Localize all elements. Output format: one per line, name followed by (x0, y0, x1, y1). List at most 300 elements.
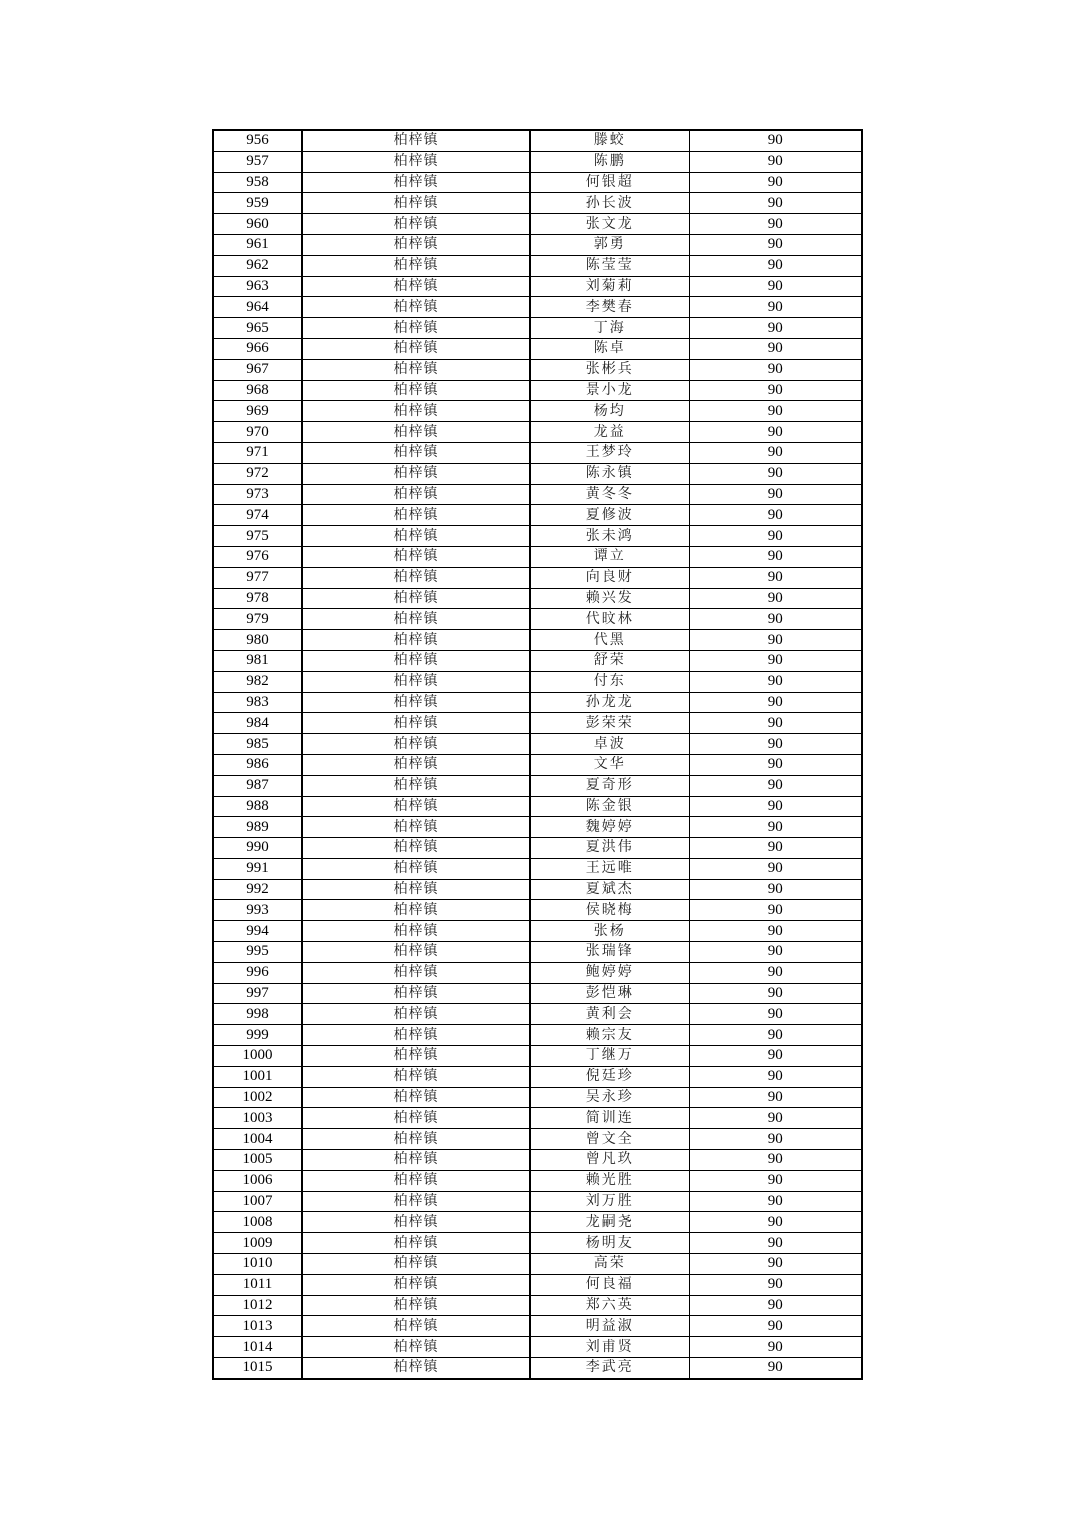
table-row (213, 609, 862, 630)
table-row (213, 921, 862, 942)
table-row (213, 983, 862, 1004)
person-name-cell: 何银超 (530, 172, 689, 193)
score-cell: 90 (689, 276, 862, 297)
table-row (213, 1233, 862, 1254)
score-cell: 90 (689, 318, 862, 339)
person-name-cell: 滕蛟 (530, 130, 689, 151)
town-cell: 柏梓镇 (302, 546, 530, 567)
person-name-cell: 张杨 (530, 921, 689, 942)
row-number-cell: 986 (213, 754, 302, 775)
person-name-cell: 曾凡玖 (530, 1150, 689, 1171)
town-cell: 柏梓镇 (302, 1066, 530, 1087)
row-number-cell: 1003 (213, 1108, 302, 1129)
table-row (213, 505, 862, 526)
table-row (213, 172, 862, 193)
person-name-cell: 杨均 (530, 401, 689, 422)
score-cell: 90 (689, 1254, 862, 1275)
row-number-cell: 987 (213, 775, 302, 796)
person-name-cell: 谭立 (530, 546, 689, 567)
row-number-cell: 962 (213, 255, 302, 276)
table-row (213, 1170, 862, 1191)
person-name-cell: 张未鸿 (530, 526, 689, 547)
row-number-cell: 1012 (213, 1295, 302, 1316)
row-number-cell: 995 (213, 942, 302, 963)
town-cell: 柏梓镇 (302, 734, 530, 755)
row-number-cell: 1004 (213, 1129, 302, 1150)
score-cell: 90 (689, 1316, 862, 1337)
town-cell: 柏梓镇 (302, 1295, 530, 1316)
town-cell: 柏梓镇 (302, 921, 530, 942)
table-row (213, 359, 862, 380)
person-name-cell: 陈永镇 (530, 463, 689, 484)
town-cell: 柏梓镇 (302, 1274, 530, 1295)
person-name-cell: 孙长波 (530, 193, 689, 214)
town-cell: 柏梓镇 (302, 671, 530, 692)
score-cell: 90 (689, 214, 862, 235)
row-number-cell: 996 (213, 962, 302, 983)
person-name-cell: 文华 (530, 754, 689, 775)
table-row (213, 401, 862, 422)
score-cell: 90 (689, 1170, 862, 1191)
town-cell: 柏梓镇 (302, 130, 530, 151)
score-cell: 90 (689, 1108, 862, 1129)
person-name-cell: 丁继万 (530, 1046, 689, 1067)
town-cell: 柏梓镇 (302, 650, 530, 671)
person-name-cell: 夏修波 (530, 505, 689, 526)
row-number-cell: 999 (213, 1025, 302, 1046)
roster-table (212, 129, 863, 1380)
row-number-cell: 991 (213, 858, 302, 879)
person-name-cell: 王远唯 (530, 858, 689, 879)
row-number-cell: 994 (213, 921, 302, 942)
person-name-cell: 陈金银 (530, 796, 689, 817)
score-cell: 90 (689, 609, 862, 630)
score-cell: 90 (689, 983, 862, 1004)
table-row (213, 630, 862, 651)
score-cell: 90 (689, 900, 862, 921)
score-cell: 90 (689, 1087, 862, 1108)
person-name-cell: 鲍婷婷 (530, 962, 689, 983)
person-name-cell: 张彬兵 (530, 359, 689, 380)
person-name-cell: 何良福 (530, 1274, 689, 1295)
town-cell: 柏梓镇 (302, 775, 530, 796)
person-name-cell: 黄冬冬 (530, 484, 689, 505)
person-name-cell: 龙嗣尧 (530, 1212, 689, 1233)
row-number-cell: 977 (213, 567, 302, 588)
person-name-cell: 曾文全 (530, 1129, 689, 1150)
person-name-cell: 夏斌杰 (530, 879, 689, 900)
town-cell: 柏梓镇 (302, 463, 530, 484)
table-row (213, 318, 862, 339)
row-number-cell: 1006 (213, 1170, 302, 1191)
person-name-cell: 郭勇 (530, 234, 689, 255)
score-cell: 90 (689, 484, 862, 505)
table-row (213, 130, 862, 151)
person-name-cell: 向良财 (530, 567, 689, 588)
score-cell: 90 (689, 130, 862, 151)
score-cell: 90 (689, 442, 862, 463)
person-name-cell: 孙龙龙 (530, 692, 689, 713)
town-cell: 柏梓镇 (302, 505, 530, 526)
score-cell: 90 (689, 526, 862, 547)
score-cell: 90 (689, 234, 862, 255)
town-cell: 柏梓镇 (302, 858, 530, 879)
table-row (213, 214, 862, 235)
town-cell: 柏梓镇 (302, 484, 530, 505)
row-number-cell: 980 (213, 630, 302, 651)
town-cell: 柏梓镇 (302, 297, 530, 318)
table-row (213, 297, 862, 318)
score-cell: 90 (689, 1212, 862, 1233)
table-row (213, 1004, 862, 1025)
person-name-cell: 赖宗友 (530, 1025, 689, 1046)
person-name-cell: 卓波 (530, 734, 689, 755)
score-cell: 90 (689, 671, 862, 692)
town-cell: 柏梓镇 (302, 692, 530, 713)
town-cell: 柏梓镇 (302, 318, 530, 339)
row-number-cell: 960 (213, 214, 302, 235)
table-row (213, 1129, 862, 1150)
person-name-cell: 王梦玲 (530, 442, 689, 463)
town-cell: 柏梓镇 (302, 983, 530, 1004)
town-cell: 柏梓镇 (302, 1316, 530, 1337)
score-cell: 90 (689, 172, 862, 193)
town-cell: 柏梓镇 (302, 380, 530, 401)
score-cell: 90 (689, 297, 862, 318)
table-row (213, 1150, 862, 1171)
town-cell: 柏梓镇 (302, 1004, 530, 1025)
person-name-cell: 高荣 (530, 1254, 689, 1275)
town-cell: 柏梓镇 (302, 526, 530, 547)
row-number-cell: 969 (213, 401, 302, 422)
table-row (213, 442, 862, 463)
row-number-cell: 1015 (213, 1358, 302, 1379)
table-row (213, 276, 862, 297)
person-name-cell: 张文龙 (530, 214, 689, 235)
table-row (213, 713, 862, 734)
table-row (213, 1046, 862, 1067)
row-number-cell: 975 (213, 526, 302, 547)
town-cell: 柏梓镇 (302, 151, 530, 172)
person-name-cell: 魏婷婷 (530, 817, 689, 838)
table-row (213, 775, 862, 796)
row-number-cell: 1001 (213, 1066, 302, 1087)
person-name-cell: 刘菊莉 (530, 276, 689, 297)
town-cell: 柏梓镇 (302, 879, 530, 900)
score-cell: 90 (689, 734, 862, 755)
row-number-cell: 959 (213, 193, 302, 214)
score-cell: 90 (689, 1274, 862, 1295)
score-cell: 90 (689, 650, 862, 671)
row-number-cell: 972 (213, 463, 302, 484)
score-cell: 90 (689, 1233, 862, 1254)
score-cell: 90 (689, 879, 862, 900)
table-row (213, 1087, 862, 1108)
table-row (213, 754, 862, 775)
town-cell: 柏梓镇 (302, 1337, 530, 1358)
person-name-cell: 侯晓梅 (530, 900, 689, 921)
table-row (213, 734, 862, 755)
row-number-cell: 974 (213, 505, 302, 526)
row-number-cell: 1008 (213, 1212, 302, 1233)
town-cell: 柏梓镇 (302, 1108, 530, 1129)
score-cell: 90 (689, 713, 862, 734)
row-number-cell: 1013 (213, 1316, 302, 1337)
table-row (213, 796, 862, 817)
row-number-cell: 968 (213, 380, 302, 401)
score-cell: 90 (689, 775, 862, 796)
score-cell: 90 (689, 692, 862, 713)
row-number-cell: 993 (213, 900, 302, 921)
table-row (213, 234, 862, 255)
town-cell: 柏梓镇 (302, 754, 530, 775)
town-cell: 柏梓镇 (302, 422, 530, 443)
table-row (213, 588, 862, 609)
score-cell: 90 (689, 838, 862, 859)
table-row (213, 422, 862, 443)
person-name-cell: 明益淑 (530, 1316, 689, 1337)
town-cell: 柏梓镇 (302, 234, 530, 255)
town-cell: 柏梓镇 (302, 1170, 530, 1191)
score-cell: 90 (689, 255, 862, 276)
score-cell: 90 (689, 858, 862, 879)
town-cell: 柏梓镇 (302, 1254, 530, 1275)
table-row (213, 255, 862, 276)
person-name-cell: 代黑 (530, 630, 689, 651)
row-number-cell: 971 (213, 442, 302, 463)
score-cell: 90 (689, 151, 862, 172)
row-number-cell: 956 (213, 130, 302, 151)
row-number-cell: 1009 (213, 1233, 302, 1254)
score-cell: 90 (689, 359, 862, 380)
table-row (213, 463, 862, 484)
row-number-cell: 983 (213, 692, 302, 713)
town-cell: 柏梓镇 (302, 567, 530, 588)
town-cell: 柏梓镇 (302, 838, 530, 859)
row-number-cell: 970 (213, 422, 302, 443)
town-cell: 柏梓镇 (302, 962, 530, 983)
town-cell: 柏梓镇 (302, 401, 530, 422)
table-row (213, 1212, 862, 1233)
table-row (213, 879, 862, 900)
score-cell: 90 (689, 463, 862, 484)
table-row (213, 380, 862, 401)
person-name-cell: 李武亮 (530, 1358, 689, 1379)
table-row (213, 1274, 862, 1295)
row-number-cell: 1011 (213, 1274, 302, 1295)
row-number-cell: 1010 (213, 1254, 302, 1275)
town-cell: 柏梓镇 (302, 214, 530, 235)
town-cell: 柏梓镇 (302, 338, 530, 359)
row-number-cell: 965 (213, 318, 302, 339)
table-row (213, 692, 862, 713)
table-row (213, 817, 862, 838)
town-cell: 柏梓镇 (302, 588, 530, 609)
score-cell: 90 (689, 1129, 862, 1150)
town-cell: 柏梓镇 (302, 1025, 530, 1046)
row-number-cell: 961 (213, 234, 302, 255)
table-row (213, 484, 862, 505)
person-name-cell: 李樊春 (530, 297, 689, 318)
row-number-cell: 973 (213, 484, 302, 505)
town-cell: 柏梓镇 (302, 942, 530, 963)
town-cell: 柏梓镇 (302, 630, 530, 651)
table-row (213, 193, 862, 214)
row-number-cell: 958 (213, 172, 302, 193)
score-cell: 90 (689, 505, 862, 526)
person-name-cell: 彭荣荣 (530, 713, 689, 734)
person-name-cell: 刘甫贤 (530, 1337, 689, 1358)
score-cell: 90 (689, 1295, 862, 1316)
table-row (213, 1358, 862, 1379)
table-row (213, 1254, 862, 1275)
table-row (213, 1108, 862, 1129)
row-number-cell: 976 (213, 546, 302, 567)
person-name-cell: 简训连 (530, 1108, 689, 1129)
score-cell: 90 (689, 796, 862, 817)
town-cell: 柏梓镇 (302, 193, 530, 214)
row-number-cell: 1007 (213, 1191, 302, 1212)
score-cell: 90 (689, 942, 862, 963)
person-name-cell: 景小龙 (530, 380, 689, 401)
town-cell: 柏梓镇 (302, 255, 530, 276)
row-number-cell: 1005 (213, 1150, 302, 1171)
score-cell: 90 (689, 630, 862, 651)
row-number-cell: 1000 (213, 1046, 302, 1067)
table-row (213, 151, 862, 172)
score-cell: 90 (689, 754, 862, 775)
score-cell: 90 (689, 193, 862, 214)
table-row (213, 1316, 862, 1337)
town-cell: 柏梓镇 (302, 1358, 530, 1379)
score-cell: 90 (689, 1046, 862, 1067)
person-name-cell: 黄利会 (530, 1004, 689, 1025)
person-name-cell: 龙益 (530, 422, 689, 443)
table-row (213, 1337, 862, 1358)
person-name-cell: 赖光胜 (530, 1170, 689, 1191)
person-name-cell: 吴永珍 (530, 1087, 689, 1108)
person-name-cell: 陈鹏 (530, 151, 689, 172)
row-number-cell: 963 (213, 276, 302, 297)
score-cell: 90 (689, 338, 862, 359)
score-cell: 90 (689, 1191, 862, 1212)
row-number-cell: 957 (213, 151, 302, 172)
row-number-cell: 992 (213, 879, 302, 900)
town-cell: 柏梓镇 (302, 276, 530, 297)
table-row (213, 650, 862, 671)
score-cell: 90 (689, 401, 862, 422)
score-cell: 90 (689, 817, 862, 838)
town-cell: 柏梓镇 (302, 1191, 530, 1212)
score-cell: 90 (689, 567, 862, 588)
score-cell: 90 (689, 380, 862, 401)
town-cell: 柏梓镇 (302, 359, 530, 380)
town-cell: 柏梓镇 (302, 900, 530, 921)
score-cell: 90 (689, 1004, 862, 1025)
row-number-cell: 984 (213, 713, 302, 734)
town-cell: 柏梓镇 (302, 1150, 530, 1171)
table-row (213, 962, 862, 983)
table-row (213, 942, 862, 963)
row-number-cell: 967 (213, 359, 302, 380)
row-number-cell: 982 (213, 671, 302, 692)
table-row (213, 1191, 862, 1212)
row-number-cell: 998 (213, 1004, 302, 1025)
town-cell: 柏梓镇 (302, 1233, 530, 1254)
person-name-cell: 张瑞锋 (530, 942, 689, 963)
score-cell: 90 (689, 1150, 862, 1171)
person-name-cell: 赖兴发 (530, 588, 689, 609)
row-number-cell: 978 (213, 588, 302, 609)
table-row (213, 1025, 862, 1046)
town-cell: 柏梓镇 (302, 1046, 530, 1067)
score-cell: 90 (689, 546, 862, 567)
table-row (213, 1066, 862, 1087)
score-cell: 90 (689, 588, 862, 609)
town-cell: 柏梓镇 (302, 796, 530, 817)
row-number-cell: 985 (213, 734, 302, 755)
row-number-cell: 981 (213, 650, 302, 671)
town-cell: 柏梓镇 (302, 817, 530, 838)
score-cell: 90 (689, 1066, 862, 1087)
person-name-cell: 陈莹莹 (530, 255, 689, 276)
row-number-cell: 988 (213, 796, 302, 817)
score-cell: 90 (689, 1025, 862, 1046)
person-name-cell: 刘万胜 (530, 1191, 689, 1212)
row-number-cell: 966 (213, 338, 302, 359)
person-name-cell: 彭恺琳 (530, 983, 689, 1004)
table-row (213, 567, 862, 588)
town-cell: 柏梓镇 (302, 1212, 530, 1233)
row-number-cell: 979 (213, 609, 302, 630)
town-cell: 柏梓镇 (302, 1129, 530, 1150)
table-row (213, 838, 862, 859)
score-cell: 90 (689, 962, 862, 983)
table-row (213, 1295, 862, 1316)
table-row (213, 338, 862, 359)
town-cell: 柏梓镇 (302, 442, 530, 463)
row-number-cell: 964 (213, 297, 302, 318)
person-name-cell: 陈卓 (530, 338, 689, 359)
town-cell: 柏梓镇 (302, 172, 530, 193)
person-name-cell: 夏洪伟 (530, 838, 689, 859)
table-row (213, 900, 862, 921)
person-name-cell: 郑六英 (530, 1295, 689, 1316)
table-row (213, 671, 862, 692)
score-cell: 90 (689, 1358, 862, 1379)
town-cell: 柏梓镇 (302, 1087, 530, 1108)
row-number-cell: 997 (213, 983, 302, 1004)
person-name-cell: 代旼林 (530, 609, 689, 630)
town-cell: 柏梓镇 (302, 713, 530, 734)
score-cell: 90 (689, 921, 862, 942)
row-number-cell: 1002 (213, 1087, 302, 1108)
person-name-cell: 倪廷珍 (530, 1066, 689, 1087)
person-name-cell: 舒荣 (530, 650, 689, 671)
table-row (213, 546, 862, 567)
row-number-cell: 990 (213, 838, 302, 859)
table-row (213, 526, 862, 547)
person-name-cell: 杨明友 (530, 1233, 689, 1254)
town-cell: 柏梓镇 (302, 609, 530, 630)
score-cell: 90 (689, 422, 862, 443)
person-name-cell: 夏奇形 (530, 775, 689, 796)
score-cell: 90 (689, 1337, 862, 1358)
person-name-cell: 丁海 (530, 318, 689, 339)
row-number-cell: 989 (213, 817, 302, 838)
row-number-cell: 1014 (213, 1337, 302, 1358)
table-row (213, 858, 862, 879)
